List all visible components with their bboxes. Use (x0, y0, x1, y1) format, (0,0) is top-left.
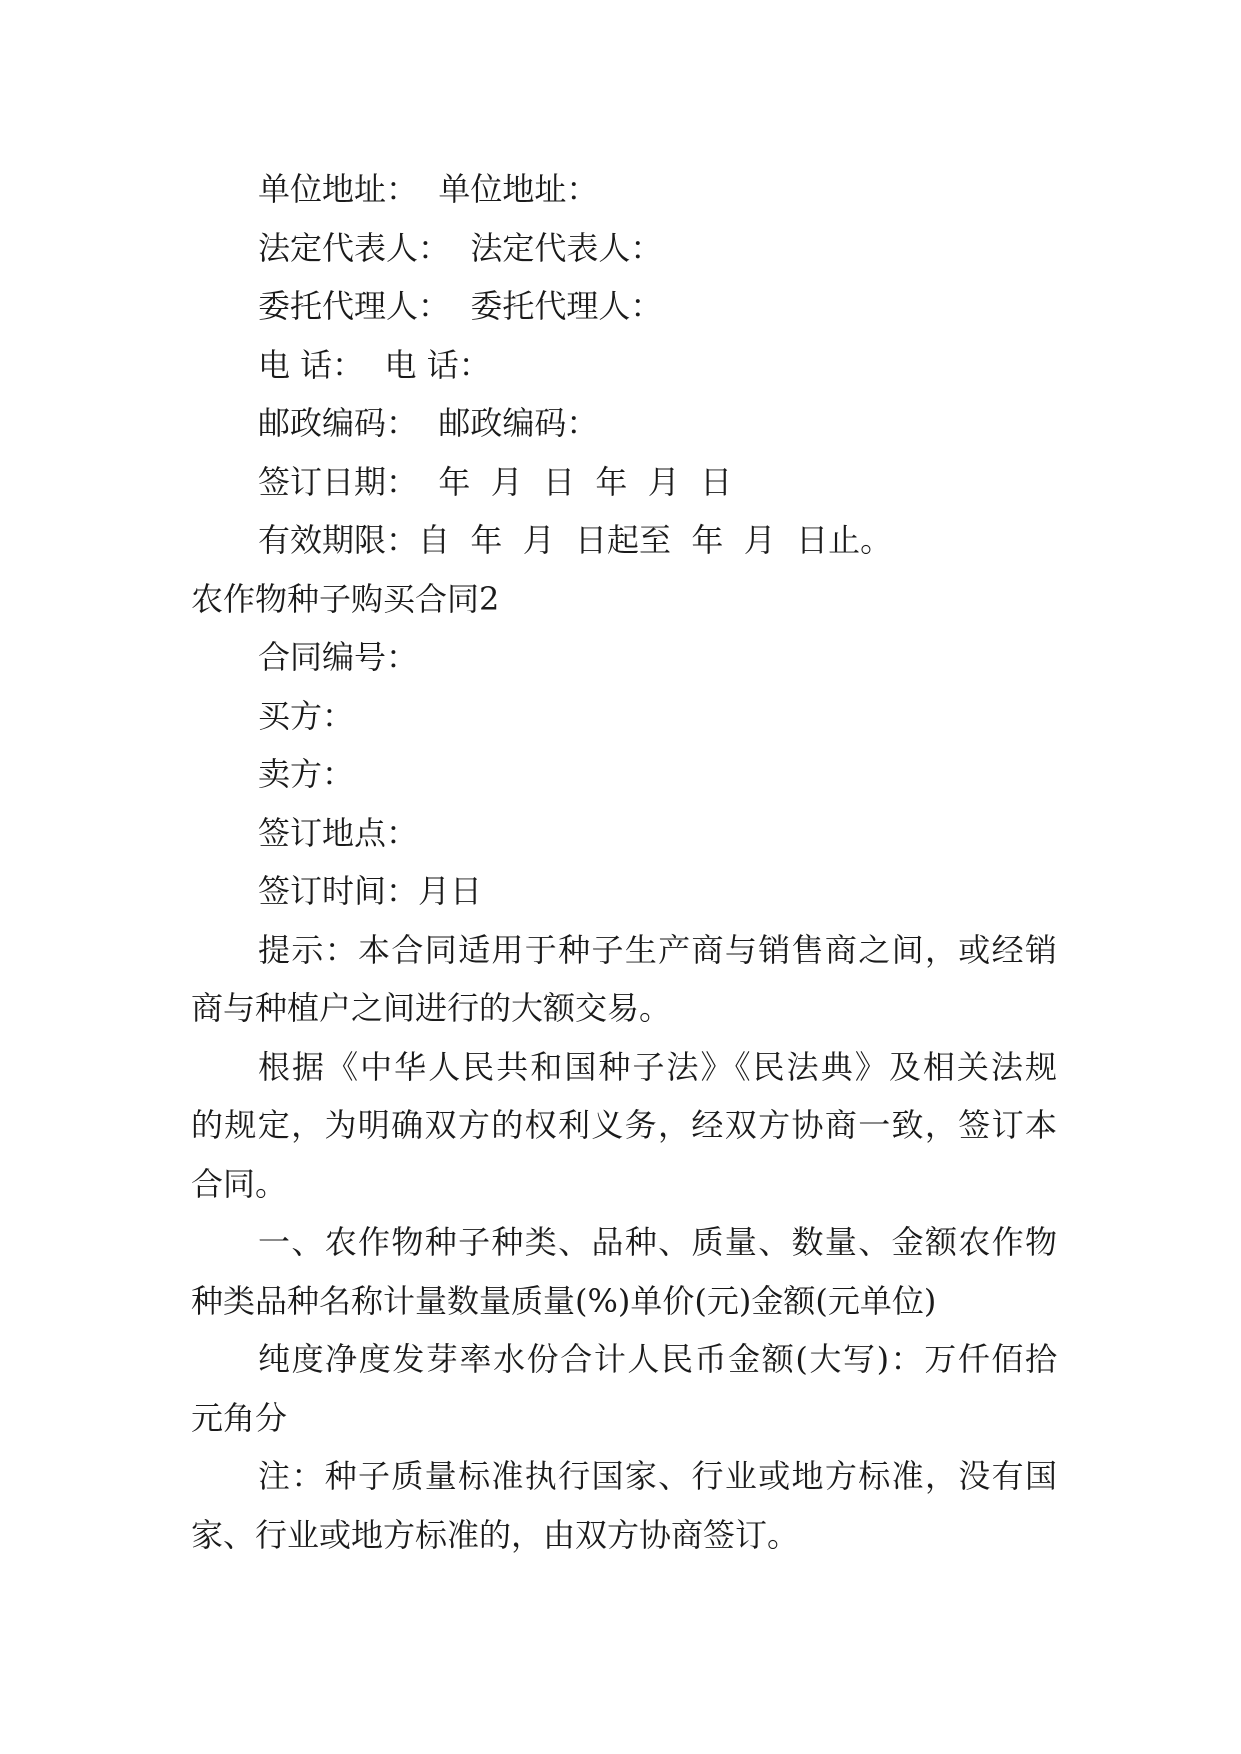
paragraph-legal-basis (191, 1038, 1057, 1214)
party-authorized-agent: 委托代理人： 委托代理人： (258, 287, 663, 325)
validity-period: 有效期限：自 年 月 日起至 年 月 日止。 (258, 521, 893, 559)
paragraph-line: 家、行业或地方标准的，由双方协商签订。 (191, 1515, 800, 1554)
paragraph-line: 商与种植户之间进行的大额交易。 (191, 989, 672, 1027)
paragraph-line: 纯度净度发芽率水份合计人民币金额(大写)：万仟佰拾 (258, 1340, 1057, 1378)
contract-title: 农作物种子购买合同2 (191, 579, 500, 618)
paragraph-notice (191, 921, 1057, 1038)
paragraph-line: 元角分 (191, 1398, 288, 1437)
contract-fields-block (191, 628, 1057, 921)
paragraph-line: 根据《中华人民共和国种子法》《民法典》及相关法规 (258, 1047, 1057, 1086)
party-phone: 电 话： 电 话： (258, 345, 491, 384)
paragraph-line: 注：种子质量标准执行国家、行业或地方标准，没有国 (258, 1457, 1057, 1495)
party-postal-code: 邮政编码： 邮政编码： (258, 404, 599, 442)
paragraph-line: 合同。 (191, 1164, 288, 1203)
paragraph-amount (191, 1330, 1057, 1447)
paragraph-line: 的规定，为明确双方的权利义务，经双方协商一致，签订本 (191, 1106, 1057, 1144)
signing-place-field: 签订地点： (258, 813, 419, 852)
signing-date: 签订日期： 年 月 日 年 月 日 (258, 462, 733, 501)
paragraph-line: 提示：本合同适用于种子生产商与销售商之间，或经销 (258, 930, 1057, 969)
buyer-field: 买方： (258, 696, 355, 735)
seller-field: 卖方： (258, 755, 355, 793)
paragraph-line: 种类品种名称计量数量质量(%)单价(元)金额(元单位) (191, 1281, 937, 1320)
signing-time-field: 签订时间：月日 (258, 872, 483, 910)
contract-number-field: 合同编号： (258, 638, 419, 676)
party-address: 单位地址： 单位地址： (258, 170, 599, 208)
party-info-block (191, 160, 1057, 570)
paragraph-section-one (191, 1213, 1057, 1330)
paragraph-note (191, 1447, 1057, 1564)
paragraph-line: 一、农作物种子种类、品种、质量、数量、金额农作物 (258, 1223, 1057, 1261)
party-legal-representative: 法定代表人： 法定代表人： (258, 228, 663, 267)
document-body (191, 160, 1057, 1564)
